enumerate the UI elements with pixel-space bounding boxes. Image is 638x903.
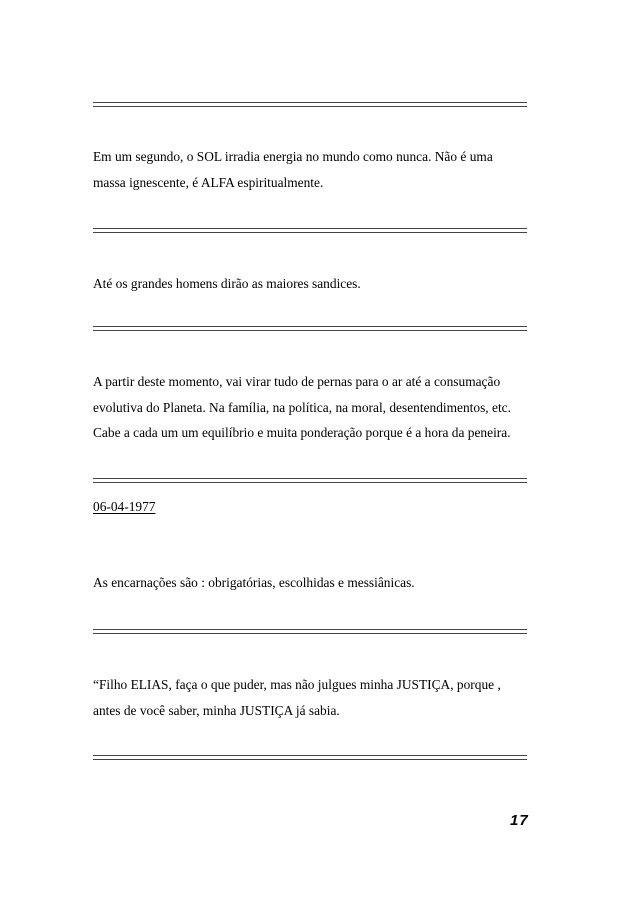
paragraph-line: A partir deste momento, vai virar tudo de pernas para o ar até a consumação xyxy=(93,374,501,389)
paragraph-line: antes de você saber, minha JUSTIÇA já sabia. xyxy=(93,703,340,718)
paragraph-line: Em um segundo, o SOL irradia energia no mundo como nunca. Não é uma xyxy=(93,149,493,164)
paragraph-line: As encarnações são : obrigatórias, escolhidas e messiânicas. xyxy=(93,575,415,590)
separator-line xyxy=(93,102,527,107)
separator-line xyxy=(93,228,527,233)
separator-line xyxy=(93,326,527,331)
separator-line xyxy=(93,755,527,760)
page-number: 17 xyxy=(510,812,529,829)
paragraph-line: Cabe a cada um um equilíbrio e muita ponderação porque é a hora da peneira. xyxy=(93,425,511,440)
paragraph-line: Até os grandes homens dirão as maiores sandices. xyxy=(93,276,361,291)
separator-line xyxy=(93,629,527,634)
separator-line xyxy=(93,478,527,483)
entry-date: 06-04-1977 xyxy=(93,499,156,514)
paragraph-line: massa ignescente, é ALFA espiritualmente. xyxy=(93,175,324,190)
paragraph-line: “Filho ELIAS, faça o que puder, mas não julgues minha JUSTIÇA, porque , xyxy=(93,677,501,692)
paragraph-line: evolutiva do Planeta. Na família, na política, na moral, desentendimentos, etc. xyxy=(93,400,511,415)
